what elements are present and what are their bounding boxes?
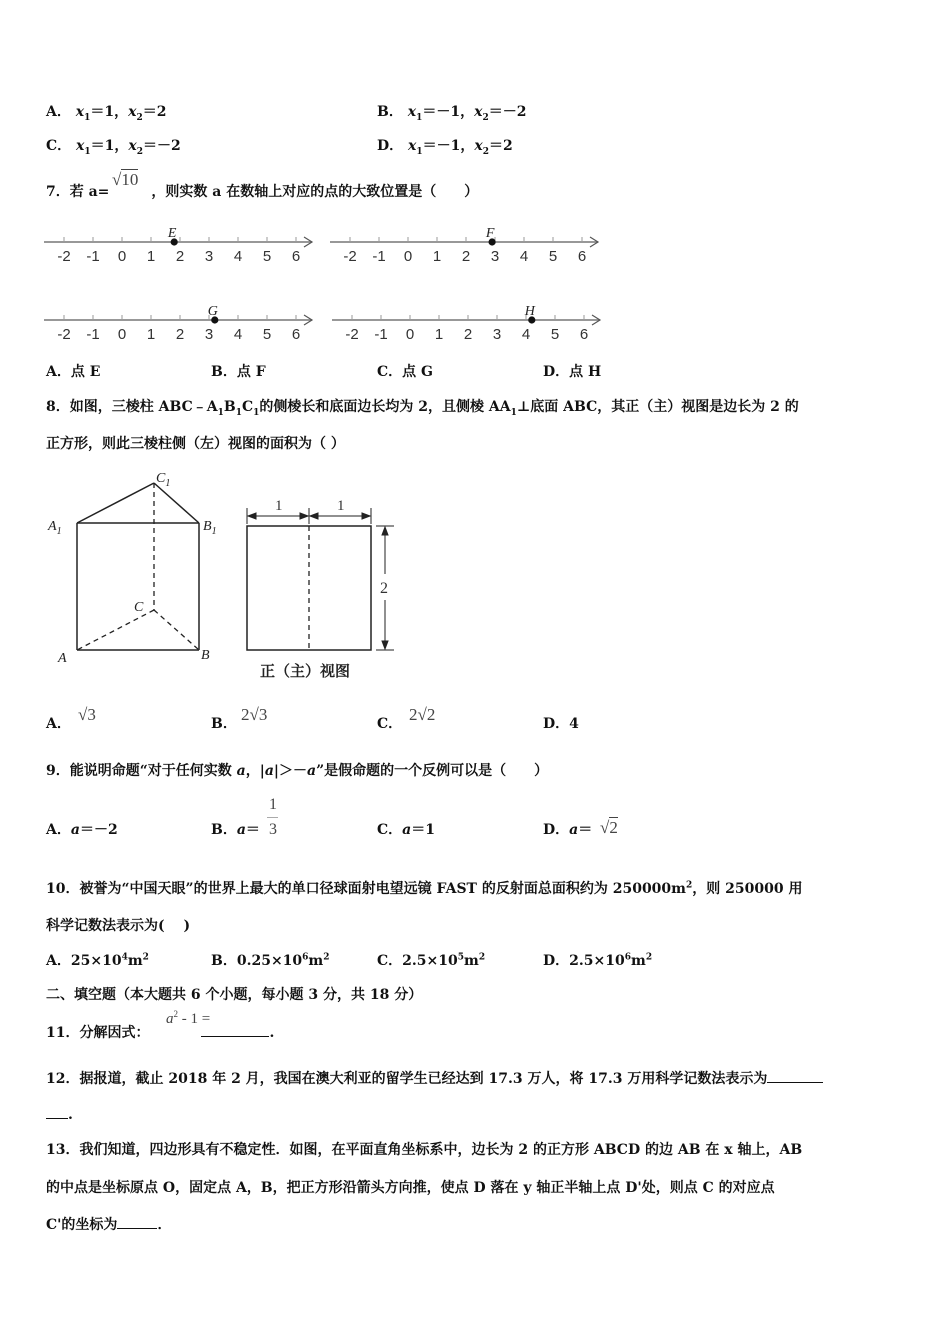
edge-a1c1 <box>77 483 154 523</box>
tick-label: 2 <box>175 326 185 343</box>
option-letter: B． <box>211 822 237 838</box>
q9-option-a <box>46 823 118 837</box>
text: . <box>68 1107 73 1123</box>
option-value: ＝ <box>245 822 260 838</box>
x1-value: 1 <box>104 104 115 120</box>
text: ，| <box>245 763 265 779</box>
dim-right-label: 1 <box>337 498 345 514</box>
sqrt-2: √2 <box>600 818 618 837</box>
q8-option-c <box>377 717 402 731</box>
prism-figure <box>44 470 234 670</box>
q13-stem-line3 <box>46 1218 171 1232</box>
option-letter: B． <box>211 364 237 380</box>
label-a: A <box>58 651 67 666</box>
option-letter: D． <box>543 716 570 732</box>
point-label: F <box>485 226 495 241</box>
answer-blank[interactable] <box>767 1082 823 1083</box>
tick-label: 6 <box>577 248 587 265</box>
label-c: C <box>134 600 144 615</box>
q6-option-b: B． $x_1=-1$，$x_2=-2$ <box>377 104 527 123</box>
tick-label: 1 <box>432 248 442 265</box>
var: a <box>236 822 246 838</box>
tick-label: 3 <box>204 248 214 265</box>
option-text: 4 <box>569 716 579 732</box>
label-a1: $A_1$ <box>48 519 62 537</box>
q8-option-b-value: 2√3 <box>241 705 268 724</box>
q6-option-d: D． $x_1=-1$，$x_2=2$ <box>377 138 513 157</box>
q9-option-d <box>543 823 592 837</box>
q7-option-b <box>211 365 266 379</box>
option-letter: D． <box>543 822 570 838</box>
q12-stem-line2 <box>46 1108 73 1122</box>
q6-option-c: C． $x_1=1$，$x_2=-2$ <box>46 138 181 157</box>
q8-stem-line1 <box>46 399 799 418</box>
option-letter: B． <box>211 953 237 969</box>
tick-label: 0 <box>403 248 413 265</box>
q13-stem-line2: 的中点是坐标原点 O，固定点 A，B，把正方形沿箭头方向推，使点 D 落在 y 轴正半轴上点 D'处，则点 C 的对应点 <box>46 1180 775 1196</box>
coef: 2.5×10 <box>402 953 458 969</box>
q10-stem-line2: 科学记数法表示为( ) <box>46 918 191 934</box>
tick-label: 4 <box>521 326 531 343</box>
q10-option-d <box>543 954 652 968</box>
dim-height-label: 2 <box>380 580 388 597</box>
tick-label: 1 <box>434 326 444 343</box>
expr: - 1 = <box>178 1011 211 1027</box>
tick-label: 5 <box>548 248 558 265</box>
text: ”是假命题的一个反例可以是（ ） <box>316 763 549 779</box>
var: a <box>70 822 80 838</box>
tick-label: 4 <box>233 248 243 265</box>
tick-label: 3 <box>490 248 500 265</box>
front-view-figure <box>240 490 410 685</box>
subscript: 1 <box>217 407 224 418</box>
tick-label: -1 <box>372 248 386 265</box>
q12-stem-line1 <box>46 1072 823 1086</box>
tick-label: 0 <box>117 326 127 343</box>
text: ，则 250000 用 <box>692 881 803 897</box>
q8-option-b <box>211 717 237 731</box>
edge-bc-hidden <box>154 610 199 650</box>
tick-label: 5 <box>550 326 560 343</box>
q13-stem-line1: 13．我们知道，四边形具有不稳定性．如图，在平面直角坐标系中，边长为 2 的正方形 ABCD 的边 AB 在 x 轴上，AB <box>46 1142 803 1158</box>
var: a <box>402 822 412 838</box>
tick-label: 6 <box>291 248 301 265</box>
subscript: 1 <box>235 407 242 418</box>
tick-label: -1 <box>86 326 100 343</box>
text: ⊥底面 ABC，其正（主）视图是边长为 2 的 <box>516 399 799 415</box>
number-line-f <box>330 228 610 268</box>
section-heading: 二、填空题（本大题共 6 个小题，每小题 3 分，共 18 分） <box>46 987 423 1003</box>
label-b: B <box>201 648 210 663</box>
option-value: ＝1 <box>411 822 435 838</box>
tick-label: 2 <box>463 326 473 343</box>
radicand: 10 <box>121 170 139 189</box>
tick-label: 3 <box>492 326 502 343</box>
exp: 6 <box>302 952 309 963</box>
q8-option-c-value: 2√2 <box>409 705 436 724</box>
tick-label: -2 <box>343 248 357 265</box>
q9-option-c <box>377 823 435 837</box>
tick-label: 5 <box>262 326 272 343</box>
option-letter: C． <box>377 822 403 838</box>
exp: 4 <box>121 952 128 963</box>
q8-option-a-value: √3 <box>78 705 96 724</box>
dim-left-label: 1 <box>275 498 283 514</box>
q11-stem <box>46 1026 274 1040</box>
q11-expression <box>166 1009 211 1027</box>
text: |＞－ <box>273 763 308 779</box>
tick-label: -1 <box>86 248 100 265</box>
q7-stem <box>46 185 478 199</box>
x2-value: －2 <box>157 138 181 154</box>
tick-label: 2 <box>461 248 471 265</box>
x1-value: －1 <box>436 138 461 154</box>
var: a <box>307 763 317 779</box>
exp: 6 <box>624 952 631 963</box>
unit: m <box>127 953 143 969</box>
answer-blank-continued[interactable] <box>46 1118 68 1119</box>
q10-option-c <box>377 954 485 968</box>
option-value: ＝－2 <box>79 822 118 838</box>
option-letter: B． <box>377 104 403 120</box>
option-value: ＝ <box>578 822 593 838</box>
q8-option-a <box>46 717 71 731</box>
option-letter: A． <box>46 716 71 732</box>
x2-value: 2 <box>156 104 167 120</box>
text: . <box>269 1025 275 1041</box>
point-label: G <box>207 304 218 319</box>
point-label: E <box>167 226 177 241</box>
tick-label: 3 <box>204 326 214 343</box>
tick-label: 1 <box>146 248 156 265</box>
edge-c1b1 <box>154 483 199 523</box>
var: a <box>166 1011 174 1027</box>
q9-option-b <box>211 823 260 837</box>
unit-exp: 2 <box>142 952 149 963</box>
option-letter: C． <box>377 364 403 380</box>
option-letter: D． <box>543 953 570 969</box>
tick-label: -2 <box>57 326 71 343</box>
q10-stem-line1 <box>46 882 802 896</box>
q10-option-a <box>46 954 149 968</box>
number-line-e <box>44 228 324 268</box>
tick-label: -2 <box>57 248 71 265</box>
fraction-numerator: 1 <box>269 796 277 813</box>
q6-option-a: A． $x_1=1$，$x_2=2$ <box>46 104 167 123</box>
text: 11．分解因式： <box>46 1025 150 1041</box>
text: 9．能说明命题“对于任何实数 <box>46 763 237 779</box>
tick-label: -2 <box>345 326 359 343</box>
option-letter: C． <box>377 953 403 969</box>
radicand: 2 <box>609 818 618 837</box>
unit-exp: 2 <box>645 952 653 963</box>
q7-option-a <box>46 365 100 379</box>
option-letter: D． <box>377 138 404 154</box>
fraction-bar <box>267 817 278 818</box>
q7-prefix: 7．若 a= <box>46 184 110 200</box>
text: 的侧棱长和底面边长均为 2，且侧棱 AA <box>259 399 511 415</box>
tick-label: 5 <box>262 248 272 265</box>
point-label: H <box>524 304 535 319</box>
option-letter: A． <box>46 822 71 838</box>
x2-value: 2 <box>503 138 513 154</box>
option-letter: D． <box>543 364 570 380</box>
q10-option-b <box>211 954 330 968</box>
option-letter: B． <box>211 716 237 732</box>
option-letter: A． <box>46 104 71 120</box>
unit: m <box>464 953 479 969</box>
var: a <box>236 763 246 779</box>
number-line-g <box>44 306 324 346</box>
answer-blank[interactable] <box>201 1036 269 1037</box>
number-line-h <box>332 306 612 346</box>
unit: m <box>308 953 324 969</box>
tick-label: 4 <box>233 326 243 343</box>
q8-stem-line2: 正方形，则此三棱柱侧（左）视图的面积为（ ） <box>46 436 345 452</box>
superscript: 2 <box>685 880 693 891</box>
option-letter: C． <box>46 138 72 154</box>
q7-suffix: ，则实数 a 在数轴上对应的点的大致位置是（ ） <box>151 184 479 200</box>
coef: 2.5×10 <box>569 953 625 969</box>
subscript: 1 <box>510 407 517 418</box>
x1-value: 1 <box>104 138 115 154</box>
answer-blank[interactable] <box>117 1228 157 1229</box>
label-b1: $B_1$ <box>203 519 217 537</box>
tick-label: 4 <box>519 248 529 265</box>
edge-ac-hidden <box>77 610 154 650</box>
option-text: 点 H <box>569 364 602 380</box>
text: ． <box>157 1217 172 1233</box>
text: 10．被誉为“中国天眼”的世界上最大的单口径球面射电望远镜 FAST 的反射面总面积约为 250000m <box>46 881 686 897</box>
exp: 5 <box>457 952 464 963</box>
tick-label: 6 <box>291 326 301 343</box>
text: 8．如图，三棱柱 ABC﹣A <box>46 399 218 415</box>
option-letter: C． <box>377 716 403 732</box>
var: a <box>264 763 274 779</box>
var: a <box>569 822 579 838</box>
exp: 2 <box>173 1009 178 1019</box>
coef: 25×10 <box>70 953 122 969</box>
q7-option-d <box>543 365 601 379</box>
tick-label: 2 <box>175 248 185 265</box>
option-letter: A． <box>46 364 71 380</box>
option-text: 点 G <box>402 364 433 380</box>
tick-label: -1 <box>374 326 388 343</box>
fraction-denominator: 3 <box>269 821 277 838</box>
q7-option-c <box>377 365 433 379</box>
unit: m <box>630 953 646 969</box>
text: C <box>241 399 254 415</box>
x1-value: －1 <box>436 104 461 120</box>
text: C'的坐标为 <box>46 1217 118 1233</box>
unit-exp: 2 <box>323 952 330 963</box>
label-c1: $C_1$ <box>156 471 171 489</box>
q8-option-d <box>543 717 579 731</box>
tick-label: 1 <box>146 326 156 343</box>
q9-stem <box>46 764 548 778</box>
sqrt-10: √10 <box>112 170 139 189</box>
unit-exp: 2 <box>478 952 486 963</box>
tick-label: 0 <box>405 326 415 343</box>
front-view-caption: 正（主）视图 <box>260 662 351 680</box>
subscript: 1 <box>253 407 260 418</box>
coef: 0.25×10 <box>236 953 303 969</box>
option-text: 点 F <box>236 364 266 380</box>
text: 12．据报道，截止 2018 年 2 月，我国在澳大利亚的留学生已经达到 17.3 万人，将 17.3 万用科学记数法表示为 <box>46 1071 768 1087</box>
x2-value: －2 <box>502 104 527 120</box>
text: B <box>223 399 236 415</box>
option-letter: A． <box>46 953 71 969</box>
tick-label: 6 <box>579 326 589 343</box>
tick-label: 0 <box>117 248 127 265</box>
option-text: 点 E <box>70 364 101 380</box>
